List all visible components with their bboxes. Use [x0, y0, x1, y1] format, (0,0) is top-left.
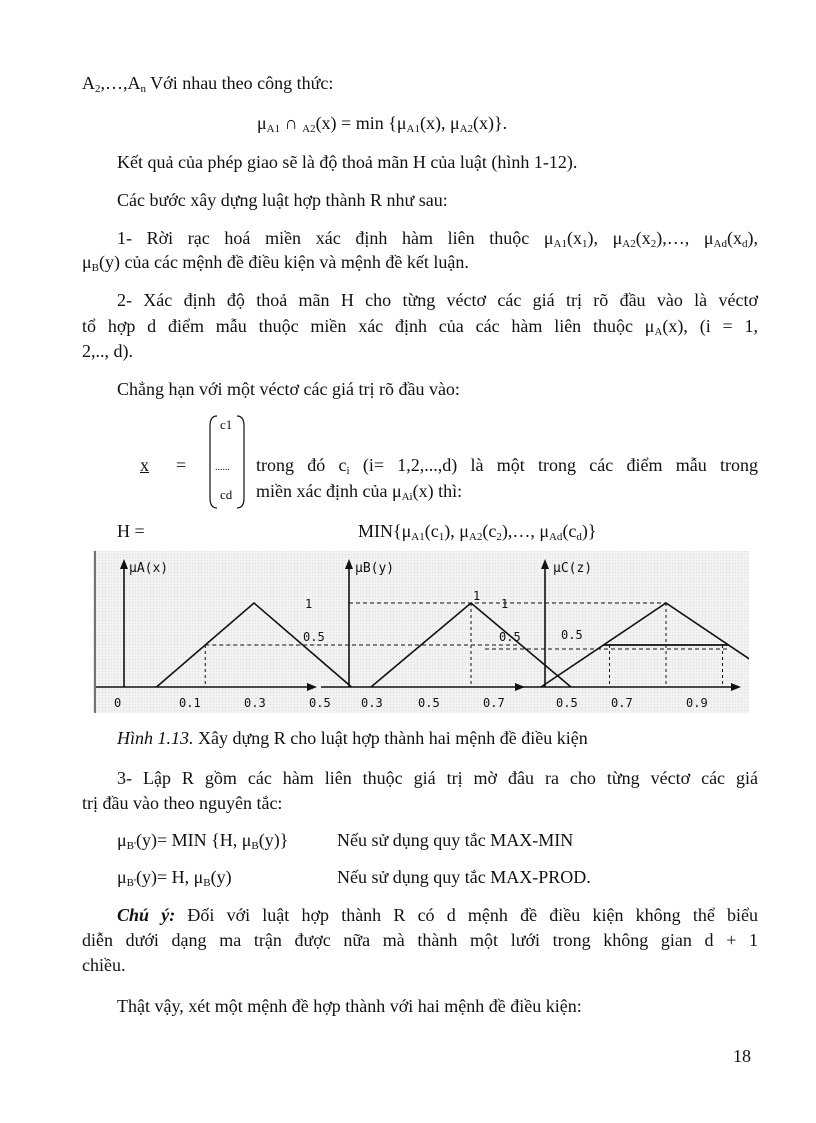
panel-2-ytick-05: 0.5 [303, 630, 325, 644]
caption-label: Hình 1.13. [117, 728, 194, 748]
step2-line3: 2,.., d). [82, 341, 133, 361]
paragraph-steps: Các bước xây dựng luật hợp thành R như sau: [117, 190, 448, 210]
panel-2-xtick-0.5: 0.5 [418, 696, 440, 710]
panel-3-ytick-05: 0.5 [499, 630, 521, 644]
step1-line1: 1- Rời rạc hoá miền xác định hàm liên thuộc $\mu_{A1}(x_1)$, $\mu_{A2}(x_2),\dots$, $\mu_{Ad}(x_d)$, [117, 228, 758, 250]
rule1-text: Nếu sử dụng quy tắc MAX-MIN [337, 830, 574, 850]
panel-3-ytick-1b: 1 [473, 589, 481, 603]
note-line3: chiều. [82, 955, 126, 975]
panel-3-y-label: μC(z) [553, 561, 593, 576]
vector-x-label: x [140, 455, 149, 475]
vector-cd: cd [220, 487, 233, 502]
step3-line2: trị đầu vào theo nguyên tắc: [82, 793, 283, 813]
vector-c1: c1 [220, 417, 233, 432]
note-text: Đối với luật hợp thành R có d mệnh đề điều kiện không thể biểu [187, 905, 758, 925]
panel-3-xtick-0.5: 0.5 [556, 696, 578, 710]
panel-2-y-label: μB(y) [355, 561, 395, 576]
note-line1 [117, 904, 758, 926]
vector-text-line2: miền xác định của $\mu_{Ai}(x)$ thì: [256, 481, 463, 503]
page-number: 18 [733, 1046, 751, 1066]
step1-line2: $\mu_B(y)$ của các mệnh đề điều kiện và mệnh đề kết luận. [82, 252, 469, 274]
rule2-text: Nếu sử dụng quy tắc MAX-PROD. [337, 867, 591, 887]
panel-2-xtick-0.7: 0.7 [483, 696, 505, 710]
panel-1-xtick-0.1: 0.1 [179, 696, 201, 710]
caption-text: Xây dựng R cho luật hợp thành hai mệnh đề điều kiện [198, 728, 588, 748]
vector-dots: ...... [215, 462, 230, 473]
h-formula: $MIN\{\mu_{A1}(c_1)$, $\mu_{A2}(c_2),\dots$, $\mu_{Ad}(c_d)$} [358, 521, 597, 543]
h-label: H = [117, 521, 145, 541]
vector-equals: = [176, 455, 187, 475]
panel-1-xtick-0: 0 [114, 696, 122, 710]
note-label: Chú ý: [117, 905, 176, 925]
step2-line1: 2- Xác định độ thoả mãn H cho từng véctơ các giá trị rõ đầu vào là véctơ [117, 290, 758, 310]
note-line2: diễn dưới dạng ma trận được nữa mà thành một lưới trong không gian d + 1 [82, 930, 758, 950]
panel-3-ytick-1: 1 [501, 597, 509, 611]
rule1-formula: $\mu_{B'}(y)=$ MIN {H, $\mu_B(y)$} [117, 830, 289, 852]
text-line-top: $A_2,\dots,A_n$ Với nhau theo công thức: [82, 73, 334, 95]
formula-min: $\mu_{A1}$ ∩ $_{A2}(x) = \min \{\mu_{A1}(x)$, $\mu_{A2}(x)$}. [257, 113, 508, 135]
panel-2-xtick-0.3: 0.3 [361, 696, 383, 710]
panel-3-xtick-0.7: 0.7 [611, 696, 633, 710]
panel-1-xtick-0.5: 0.5 [309, 696, 331, 710]
panel-3-xtick-0.9: 0.9 [686, 696, 708, 710]
paragraph-result: Kết quả của phép giao sẽ là độ thoả mãn H của luật (hình 1-12). [117, 152, 578, 172]
figure-1-13 [93, 551, 749, 713]
paragraph-example: Chẳng hạn với một véctơ các giá trị rõ đầu vào: [117, 379, 460, 399]
step2-line2: tổ hợp d điểm mẫu thuộc miền xác định của các hàm liên thuộc $\mu_A(x)$, (i = 1, [82, 316, 759, 338]
figure-caption [117, 727, 588, 749]
panel-2-ytick-1: 1 [305, 597, 313, 611]
panel-3-ytick-05b: 0.5 [561, 628, 583, 642]
paragraph-last: Thật vậy, xét một mệnh đề hợp thành với hai mệnh đề điều kiện: [117, 996, 582, 1016]
panel-1-xtick-0.3: 0.3 [244, 696, 266, 710]
step3-line1: 3- Lập R gồm các hàm liên thuộc giá trị mờ đâu ra cho từng véctơ các giá [117, 768, 758, 788]
vector-text-line1: trong đó $c_i$ (i= 1,2,...,d) là một trong các điểm mẫu trong [256, 455, 759, 477]
rule2-formula: $\mu_{B'}(y)= H$, $\mu_B(y)$ [117, 867, 232, 889]
panel-1-y-label: μA(x) [129, 561, 169, 576]
